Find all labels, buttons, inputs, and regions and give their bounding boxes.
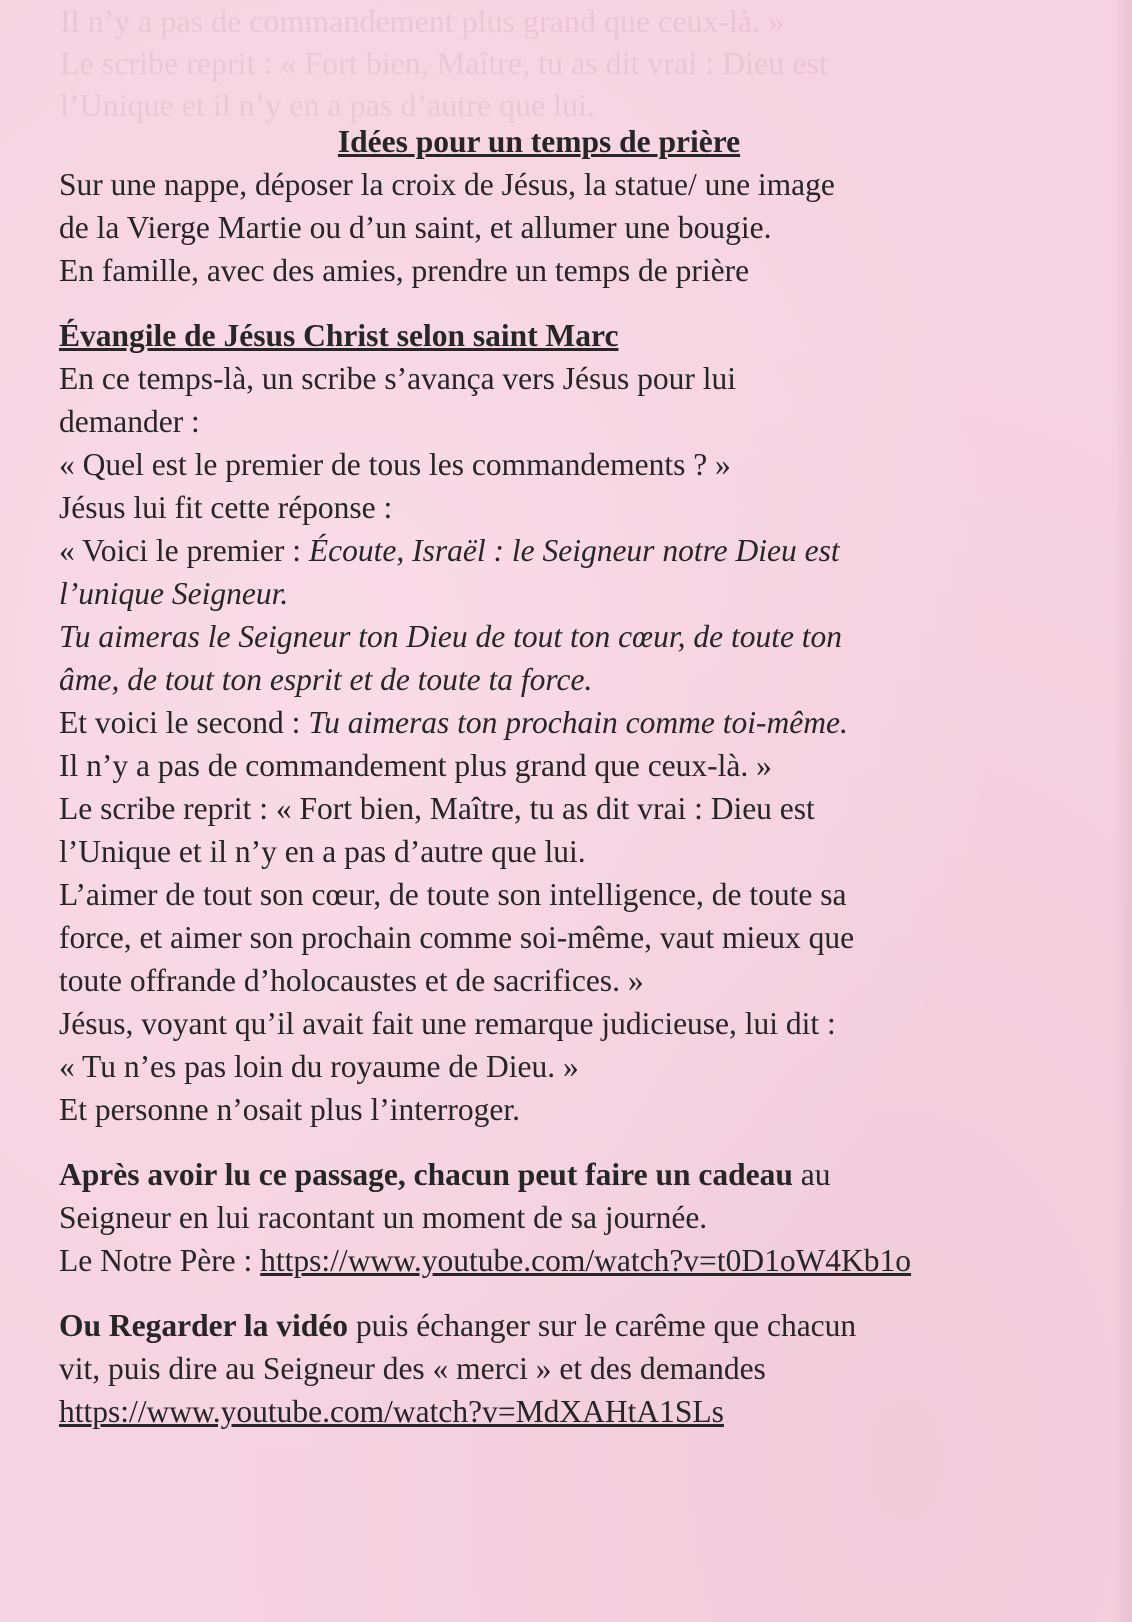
pater-line	[59, 1239, 1019, 1282]
scan-edge-shadow	[1114, 0, 1132, 1622]
gospel-line: demander :	[59, 404, 200, 439]
gospel-line	[59, 572, 1019, 615]
scripture-quote: Écoute, Israël : le Seigneur notre Dieu est	[308, 533, 840, 568]
gospel-heading: Évangile de Jésus Christ selon saint Marc	[59, 318, 619, 353]
gospel-line: « Tu n’es pas loin du royaume de Dieu. »	[59, 1049, 579, 1084]
careme-video-link[interactable]: https://www.youtube.com/watch?v=MdXAHtA1SLs	[59, 1394, 724, 1429]
gospel-line	[59, 658, 1019, 701]
video-line	[59, 1304, 1019, 1347]
gospel-line: Jésus, voyant qu’il avait fait une remarque judicieuse, lui dit :	[59, 1006, 836, 1041]
page-title: Idées pour un temps de prière	[337, 124, 741, 159]
instruction-line: Sur une nappe, déposer la croix de Jésus, la statue/ une image	[59, 167, 835, 202]
scripture-quote: âme, de tout ton esprit et de toute ta force.	[59, 662, 593, 697]
after-reading-text: au	[792, 1157, 831, 1192]
gospel-line: L’aimer de tout son cœur, de toute son intelligence, de toute sa	[59, 877, 847, 912]
video-lead: Ou Regarder la vidéo	[59, 1308, 349, 1343]
gospel-line: Et personne n’osait plus l’interroger.	[59, 1092, 521, 1127]
show-through-line: Il n’y a pas de commandement plus grand que ceux-là. »	[60, 3, 785, 39]
gospel-line: Jésus lui fit cette réponse :	[59, 490, 393, 525]
spacer	[59, 1131, 1019, 1153]
gospel-line	[59, 701, 1019, 744]
instruction-line: En famille, avec des amies, prendre un temps de prière	[59, 253, 750, 288]
gospel-line: l’Unique et il n’y en a pas d’autre que lui.	[59, 834, 586, 869]
pater-label: Le Notre Père :	[59, 1243, 261, 1278]
gospel-text: « Voici le premier :	[59, 533, 309, 568]
document-body	[59, 120, 1019, 1433]
spacer	[59, 1282, 1019, 1304]
video-line: vit, puis dire au Seigneur des « merci » et des demandes	[59, 1351, 766, 1386]
spacer	[59, 292, 1019, 314]
gospel-text: Et voici le second :	[59, 705, 309, 740]
gospel-line	[59, 615, 1019, 658]
scripture-quote: Tu aimeras ton prochain comme toi-même.	[308, 705, 848, 740]
after-reading-line: Seigneur en lui racontant un moment de sa journée.	[59, 1200, 708, 1235]
video-line	[59, 1390, 1019, 1433]
gospel-line: Il n’y a pas de commandement plus grand que ceux-là. »	[59, 748, 772, 783]
gospel-line: force, et aimer son prochain comme soi-même, vaut mieux que	[59, 920, 855, 955]
video-text: puis échanger sur le carême que chacun	[348, 1308, 857, 1343]
pater-video-link[interactable]: https://www.youtube.com/watch?v=t0D1oW4Kb1o	[260, 1243, 912, 1278]
gospel-line: « Quel est le premier de tous les commandements ? »	[59, 447, 731, 482]
instruction-line: de la Vierge Martie ou d’un saint, et allumer une bougie.	[59, 210, 772, 245]
scripture-quote: l’unique Seigneur.	[59, 576, 289, 611]
gospel-line	[59, 529, 1019, 572]
scripture-quote: Tu aimeras le Seigneur ton Dieu de tout ton cœur, de toute ton	[59, 619, 843, 654]
show-through-line: Le scribe reprit : « Fort bien, Maître, tu as dit vrai : Dieu est	[60, 45, 828, 81]
gospel-line: En ce temps-là, un scribe s’avança vers Jésus pour lui	[59, 361, 737, 396]
gospel-line: Le scribe reprit : « Fort bien, Maître, tu as dit vrai : Dieu est	[59, 791, 815, 826]
show-through-line: l’Unique et il n’y en a pas d’autre que lui.	[60, 87, 595, 123]
after-reading-lead: Après avoir lu ce passage, chacun peut faire un cadeau	[59, 1157, 793, 1192]
gospel-line: toute offrande d’holocaustes et de sacrifices. »	[59, 963, 644, 998]
after-reading-line	[59, 1153, 1019, 1196]
